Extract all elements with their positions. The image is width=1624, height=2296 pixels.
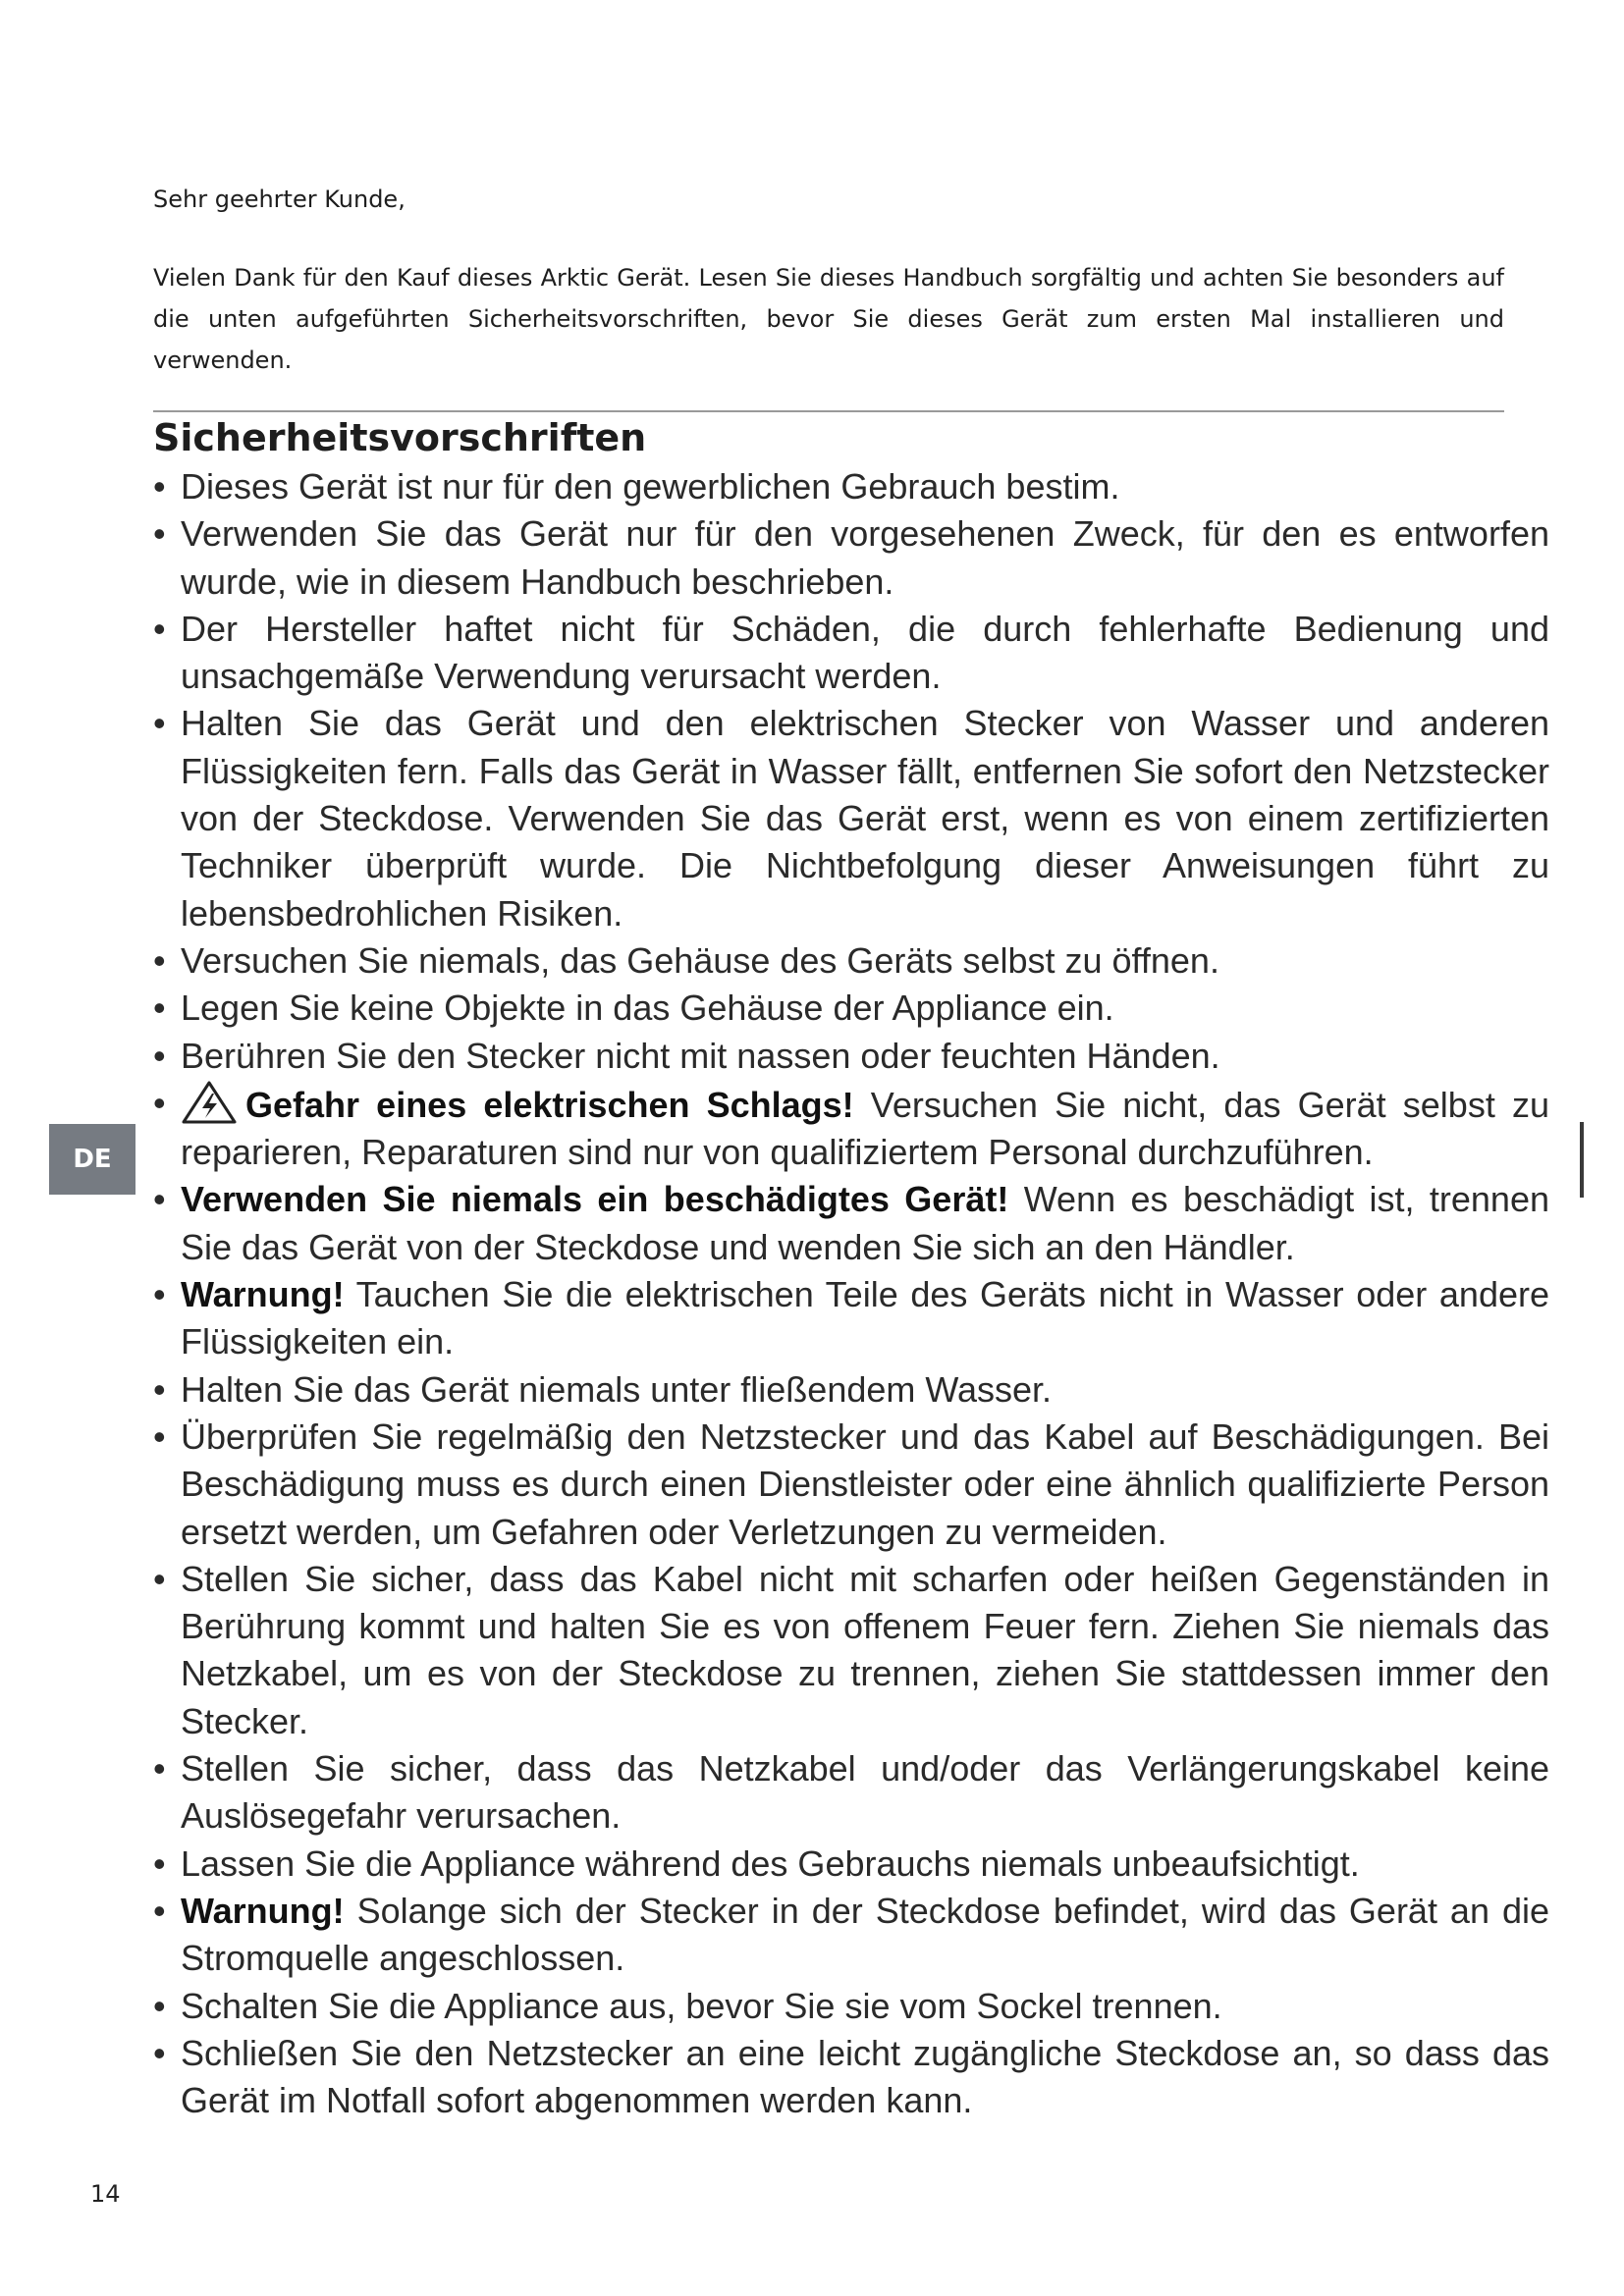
item-text: Versuchen Sie nicht, das Gerät selbst zu reparieren, Reparaturen sind nur von qualifiziertem Personal durchzuführen. [181,1084,1549,1173]
item-text: Halten Sie das Gerät niemals unter fließendem Wasser. [181,1368,1053,1410]
item-bold-text: Gefahr eines elektrischen Schlags! [245,1084,854,1125]
item-text: Tauchen Sie die elektrischen Teile des Geräts nicht in Wasser oder andere Flüssigkeiten ein. [181,1274,1549,1362]
item-text: Der Hersteller haftet nicht für Schäden, die durch fehlerhafte Bedienung und unsachgemäße Verwendung verursacht werden. [181,608,1549,697]
item-text: Legen Sie keine Objekte in das Gehäuse der Appliance ein. [181,988,1114,1029]
list-item [153,1366,1549,1414]
item-text: Wenn es beschädigt ist, trennen Sie das Gerät von der Steckdose und wenden Sie sich an den Händler. [181,1179,1549,1267]
item-bold-text: Warnung! [181,1274,345,1315]
safety-list [153,463,1549,2124]
item-bold-text: Warnung! [181,1890,345,1931]
item-text: Schalten Sie die Appliance aus, bevor Sie sie vom Sockel trennen. [181,1985,1222,2026]
item-text: Lassen Sie die Appliance während des Gebrauchs niemals unbeaufsichtigt. [181,1842,1360,1884]
list-item [153,1080,1549,1177]
item-text: Überprüfen Sie regelmäßig den Netzstecker und das Kabel auf Beschädigungen. Bei Beschädigung muss es durch einen Dienstleister oder eine ähnlich qualifizierte Person ersetzt werden, um Gefahren oder Verletzungen zu vermeiden. [181,1415,1549,1552]
list-item [153,1556,1549,1745]
list-item [153,937,1549,985]
item-text: Halten Sie das Gerät und den elektrischen Stecker von Wasser und anderen Flüssigkeiten fern. Falls das Gerät in Wasser fällt, entfernen Sie sofort den Netzstecker von der Steckdose. Verwenden Sie das Gerät erst, wenn es von einem zertifizierten Techniker überprüft wurde. Die Nichtbefolgung dieser Anweisungen führt zu lebensbedrohlichen Risiken. [181,703,1549,934]
item-text: Berühren Sie den Stecker nicht mit nassen oder feuchten Händen. [181,1035,1220,1076]
list-item [153,985,1549,1032]
item-text: Stellen Sie sicher, dass das Netzkabel und/oder das Verlängerungskabel keine Auslösegefahr verursachen. [181,1748,1549,1837]
item-text: Schließen Sie den Netzstecker an eine leicht zugängliche Steckdose an, so dass das Gerät im Notfall sofort abgenommen werden kann. [181,2032,1549,2121]
intro-paragraph: Vielen Dank für den Kauf dieses Arktic Gerät. Lesen Sie dieses Handbuch sorgfältig und achten Sie besonders auf die unten aufgeführten Sicherheitsvorschriften, bevor Sie dieses Gerät zum ersten Mal installieren und verwenden. [153,264,1504,374]
list-item [153,2030,1549,2125]
electric-hazard-icon [181,1080,238,1125]
item-text: Versuchen Sie niemals, das Gehäuse des Geräts selbst zu öffnen. [181,939,1219,981]
list-item [153,1271,1549,1366]
list-item [153,463,1549,510]
list-item [153,1983,1549,2030]
list-item [153,1841,1549,1888]
list-item [153,1414,1549,1556]
section-heading: Sicherheitsvorschriften [153,416,647,459]
item-text: Solange sich der Stecker in der Steckdose befindet, wird das Gerät an die Stromquelle angeschlossen. [181,1890,1549,1979]
item-text: Verwenden Sie das Gerät nur für den vorgesehenen Zweck, für den es entworfen wurde, wie in diesem Handbuch beschrieben. [181,513,1549,602]
list-item [153,1033,1549,1080]
list-item [153,606,1549,701]
item-text: Dieses Gerät ist nur für den gewerblichen Gebrauch bestim. [181,466,1120,507]
list-item [153,1176,1549,1271]
margin-marker [1580,1122,1584,1198]
item-bold-text: Verwenden Sie niemals ein beschädigtes Gerät! [181,1179,1009,1220]
list-item [153,1745,1549,1841]
item-text: Stellen Sie sicher, dass das Kabel nicht mit scharfen oder heißen Gegenständen in Berührung kommt und halten Sie es von offenem Feuer fern. Ziehen Sie niemals das Netzkabel, um es von der Steckdose zu trennen, ziehen Sie stattdessen immer den Stecker. [181,1558,1549,1741]
list-item [153,510,1549,606]
greeting: Sehr geehrter Kunde, [153,186,406,213]
list-item [153,1888,1549,1983]
page-number: 14 [90,2180,121,2208]
list-item [153,700,1549,936]
language-tab: DE [49,1124,135,1195]
